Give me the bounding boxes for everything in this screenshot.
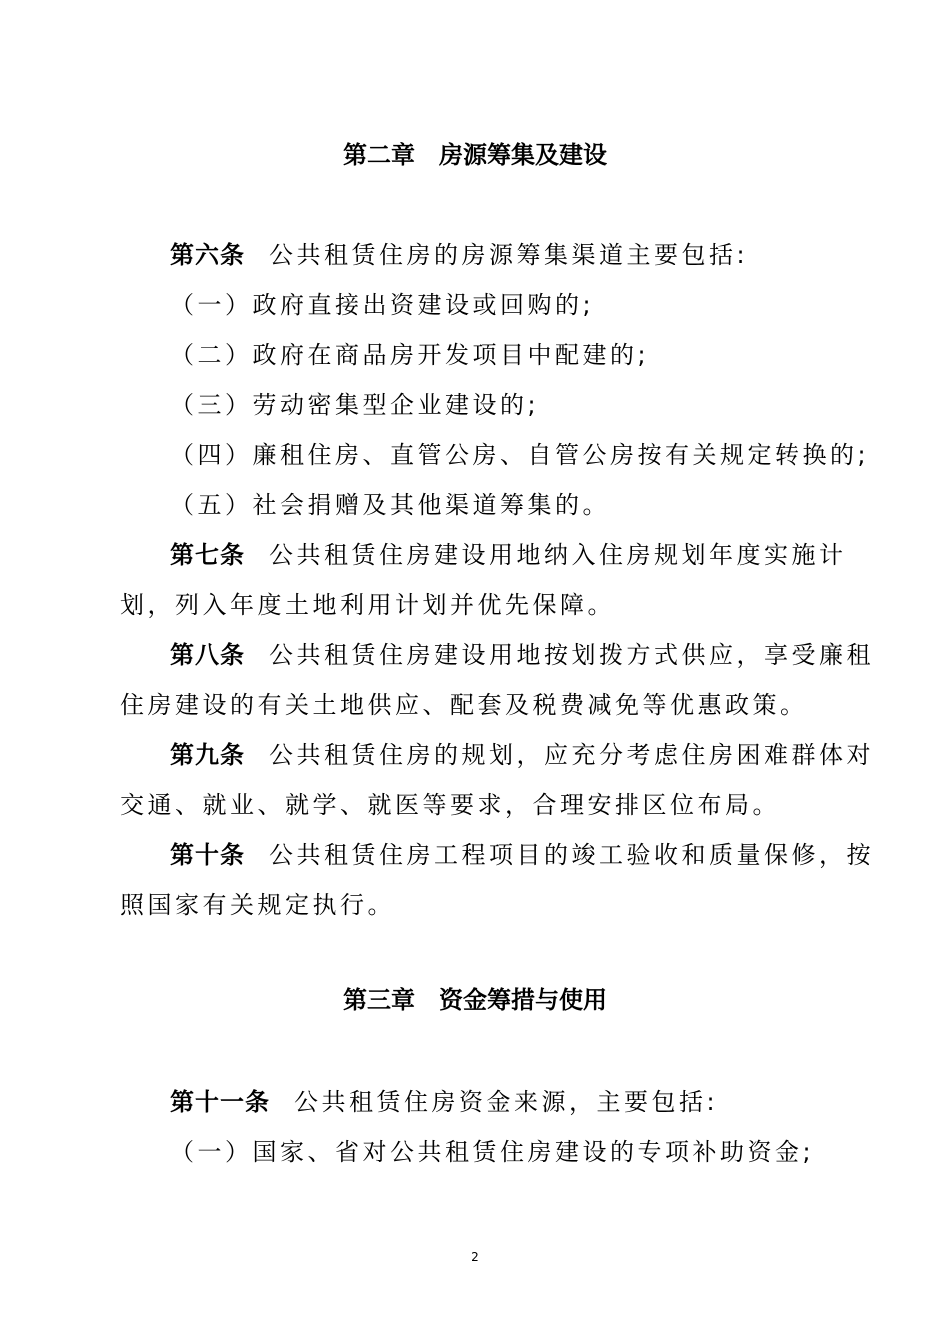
article-11 <box>170 1087 718 1117</box>
article-6-item-1: （一）政府直接出资建设或回购的; <box>170 291 595 319</box>
article-7 <box>170 540 847 570</box>
article-9 <box>170 740 874 770</box>
article-10-line-1: 公共租赁住房工程项目的竣工验收和质量保修，按 <box>269 841 874 869</box>
article-8-line-2: 住房建设的有关土地供应、配套及税费减免等优惠政策。 <box>120 691 808 719</box>
article-7-number: 第七条 <box>170 541 245 569</box>
article-9-line-1: 公共租赁住房的规划，应充分考虑住房困难群体对 <box>269 741 874 769</box>
chapter-3-heading: 第三章 资金筹措与使用 <box>343 986 607 1014</box>
article-6-item-2: （二）政府在商品房开发项目中配建的; <box>170 341 650 369</box>
article-7-line-1: 公共租赁住房建设用地纳入住房规划年度实施计 <box>269 541 847 569</box>
article-7-line-2: 划，列入年度土地利用计划并优先保障。 <box>120 591 615 619</box>
page-number: 2 <box>471 1250 479 1264</box>
article-9-line-2: 交通、就业、就学、就医等要求，合理安排区位布局。 <box>120 791 780 819</box>
article-8-number: 第八条 <box>170 641 245 669</box>
article-6-item-3: （三）劳动密集型企业建设的; <box>170 391 540 419</box>
article-11-item-1: （一）国家、省对公共租赁住房建设的专项补助资金; <box>170 1138 815 1166</box>
article-6-item-4: （四）廉租住房、直管公房、自管公房按有关规定转换的; <box>170 441 870 469</box>
article-11-number: 第十一条 <box>170 1088 270 1116</box>
article-8-line-1: 公共租赁住房建设用地按划拨方式供应，享受廉租 <box>269 641 874 669</box>
article-6-item-5: （五）社会捐赠及其他渠道筹集的。 <box>170 491 610 519</box>
article-9-number: 第九条 <box>170 741 245 769</box>
article-10-line-2: 照国家有关规定执行。 <box>120 891 395 919</box>
chapter-2-heading: 第二章 房源筹集及建设 <box>343 141 607 169</box>
article-6-number: 第六条 <box>170 241 245 269</box>
article-11-text: 公共租赁住房资金来源，主要包括: <box>294 1088 719 1116</box>
article-10-number: 第十条 <box>170 841 245 869</box>
article-10 <box>170 840 874 870</box>
article-6 <box>170 240 748 270</box>
article-8 <box>170 640 874 670</box>
article-6-text: 公共租赁住房的房源筹集渠道主要包括: <box>269 241 749 269</box>
